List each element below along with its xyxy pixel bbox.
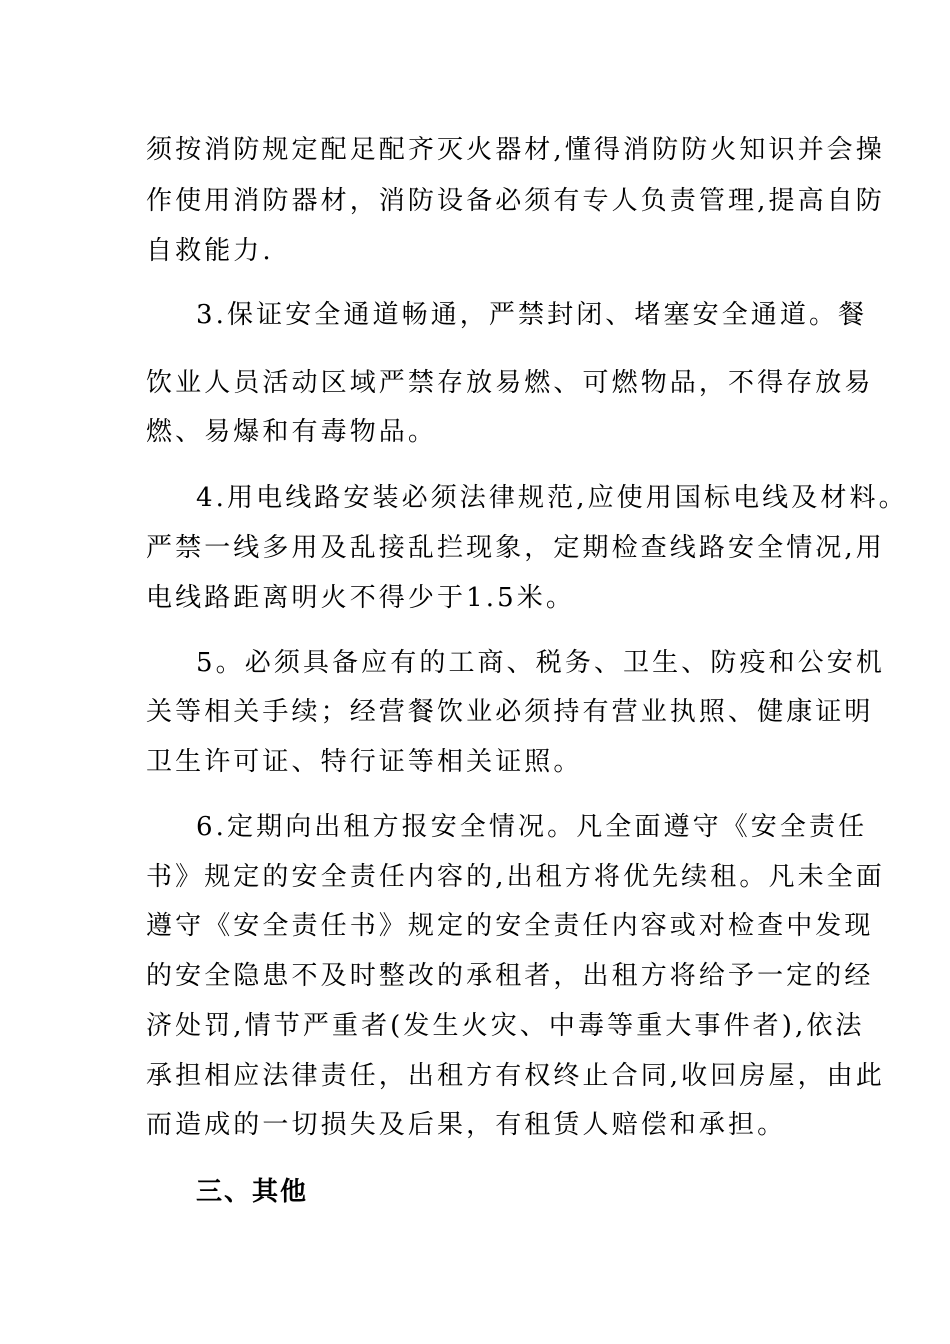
paragraph-line: 作使用消防器材，消防设备必须有专人负责管理,提高自防 (146, 186, 885, 216)
paragraph-line: 遵守《安全责任书》规定的安全责任内容或对检查中发现 (146, 911, 874, 941)
paragraph-line: 5。必须具备应有的工商、税务、卫生、防疫和公安机 (196, 648, 885, 678)
paragraph-line: 6.定期向出租方报安全情况。凡全面遵守《安全责任 (196, 812, 868, 842)
paragraph-line: 卫生许可证、特行证等相关证照。 (146, 747, 583, 777)
paragraph-line: 承担相应法律责任，出租方有权终止合同,收回房屋，由此 (146, 1061, 885, 1091)
paragraph-line: 饮业人员活动区域严禁存放易燃、可燃物品，不得存放易 (146, 368, 874, 398)
paragraph-line: 电线路距离明火不得少于1.5米。 (146, 583, 575, 613)
section-heading: 三、其他 (196, 1177, 309, 1207)
paragraph-line: 的安全隐患不及时整改的承租者，出租方将给予一定的经 (146, 961, 874, 991)
paragraph-line: 济处罚,情节严重者(发生火灾、中毒等重大事件者),依法 (146, 1011, 865, 1041)
paragraph-line: 严禁一线多用及乱接乱拦现象，定期检查线路安全情况,用 (146, 533, 885, 563)
paragraph-line: 须按消防规定配足配齐灭火器材,懂得消防防火知识并会操 (146, 135, 885, 165)
paragraph-line: 关等相关手续；经营餐饮业必须持有营业执照、健康证明 (146, 697, 874, 727)
paragraph-line: 书》规定的安全责任内容的,出租方将优先续租。凡未全面 (146, 862, 885, 892)
paragraph-line: 4.用电线路安装必须法律规范,应使用国标电线及材料。 (196, 483, 908, 513)
paragraph-line: 而造成的一切损失及后果，有租赁人赔偿和承担。 (146, 1110, 787, 1140)
paragraph-line: 自救能力. (146, 236, 274, 266)
paragraph-line: 燃、易爆和有毒物品。 (146, 417, 438, 447)
paragraph-line: 3.保证安全通道畅通，严禁封闭、堵塞安全通道。餐 (196, 300, 868, 330)
